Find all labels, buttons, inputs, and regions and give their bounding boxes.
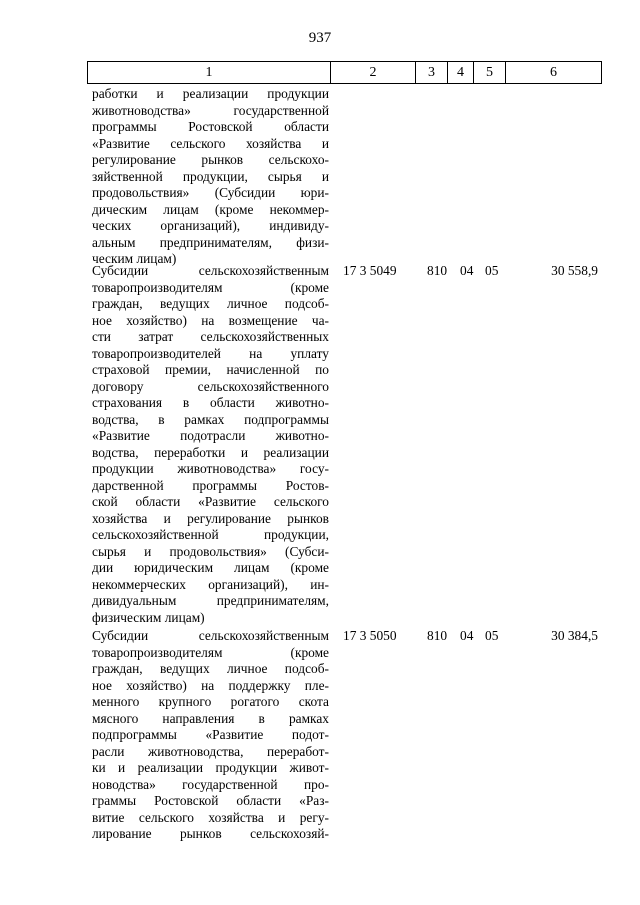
desc-line: Субсидии сельскохозяйственным bbox=[92, 263, 329, 278]
header-col-3: 3 bbox=[416, 62, 448, 84]
desc-line: Субсидии сельскохозяйственным bbox=[92, 628, 329, 643]
desc-line: ческим лицам) bbox=[92, 251, 177, 266]
row-code: 17 3 5050 bbox=[343, 628, 397, 643]
desc-line: хозяйства и регулирование рынков bbox=[92, 510, 329, 526]
desc-line: мясного направления в рамках bbox=[92, 710, 329, 726]
desc-line: ческих организаций), индивиду- bbox=[92, 218, 329, 233]
row-code: 17 3 5049 bbox=[343, 263, 397, 278]
desc-line: ное хозяйство) на возмещение ча- bbox=[92, 312, 329, 328]
desc-line: «Развитие сельского хозяйства и bbox=[92, 135, 329, 151]
desc-line: ное хозяйство) на поддержку пле- bbox=[92, 677, 329, 693]
desc-line: ской области «Развитие сельского bbox=[92, 494, 329, 509]
row-col-3: 810 bbox=[427, 263, 448, 278]
desc-line: страховой премии, начисленной по bbox=[92, 362, 329, 377]
row-amount: 30 558,9 bbox=[551, 263, 598, 278]
desc-line: лирование рынков сельскохозяй- bbox=[92, 826, 329, 841]
desc-line: продовольствия» (Субсидии юри- bbox=[92, 185, 329, 200]
table-header bbox=[87, 61, 602, 84]
desc-line: программы Ростовской области bbox=[92, 119, 329, 134]
header-col-6: 6 bbox=[506, 62, 602, 84]
desc-line: водства, переработки и реализации bbox=[92, 444, 329, 460]
desc-line: граммы Ростовской области «Раз- bbox=[92, 793, 329, 808]
desc-line: новодства» государственной про- bbox=[92, 776, 329, 792]
desc-line: сти затрат сельскохозяйственных bbox=[92, 329, 329, 344]
desc-line: граждан, ведущих личное подсоб- bbox=[92, 661, 329, 676]
desc-line: животноводства» государственной bbox=[92, 102, 329, 118]
row-col-5: 05 bbox=[485, 263, 499, 278]
desc-line: товаропроизводителям (кроме bbox=[92, 644, 329, 660]
desc-line: страхования в области животно- bbox=[92, 395, 329, 410]
desc-line: витие сельского хозяйства и регу- bbox=[92, 809, 329, 825]
row-col-5: 05 bbox=[485, 628, 499, 643]
desc-line: сельскохозяйственной продукции, bbox=[92, 527, 329, 542]
header-row bbox=[88, 62, 602, 84]
desc-line: «Развитие подотрасли животно- bbox=[92, 428, 329, 443]
desc-line: товаропроизводителей на уплату bbox=[92, 345, 329, 361]
header-col-4: 4 bbox=[448, 62, 474, 84]
desc-line: сырья и продовольствия» (Субси- bbox=[92, 543, 329, 559]
desc-line: некоммерческих организаций), ин- bbox=[92, 576, 329, 592]
row-description bbox=[92, 628, 329, 843]
desc-line: водства, в рамках подпрограммы bbox=[92, 411, 329, 427]
desc-line: альным предпринимателям, физи- bbox=[92, 234, 329, 250]
desc-line: продукции животноводства» госу- bbox=[92, 461, 329, 476]
row-col-4: 04 bbox=[460, 628, 474, 643]
desc-line: менного крупного рогатого скота bbox=[92, 694, 329, 709]
page-number: 937 bbox=[308, 30, 332, 46]
desc-line: расли животноводства, переработ- bbox=[92, 743, 329, 759]
row-col-4: 04 bbox=[460, 263, 474, 278]
desc-line: дии юридическим лицам (кроме bbox=[92, 560, 329, 575]
desc-line: дарственной программы Ростов- bbox=[92, 477, 329, 493]
desc-line: договору сельскохозяйственного bbox=[92, 378, 329, 394]
row-col-3: 810 bbox=[427, 628, 448, 643]
row-description bbox=[92, 86, 329, 268]
desc-line: дивидуальным предпринимателям, bbox=[92, 593, 329, 608]
desc-line: дическим лицам (кроме некоммер- bbox=[92, 201, 329, 217]
row-description bbox=[92, 263, 329, 626]
header-col-2: 2 bbox=[331, 62, 416, 84]
desc-line: подпрограммы «Развитие подот- bbox=[92, 727, 329, 742]
desc-line: зяйственной продукции, сырья и bbox=[92, 168, 329, 184]
header-col-1: 1 bbox=[88, 62, 331, 84]
desc-line: граждан, ведущих личное подсоб- bbox=[92, 296, 329, 311]
desc-line: физическим лицам) bbox=[92, 609, 205, 625]
desc-line: товаропроизводителям (кроме bbox=[92, 279, 329, 295]
row-amount: 30 384,5 bbox=[551, 628, 598, 643]
desc-line: ки и реализации продукции живот- bbox=[92, 760, 329, 775]
desc-line: регулирование рынков сельскохо- bbox=[92, 152, 329, 167]
header-col-5: 5 bbox=[474, 62, 506, 84]
desc-line: работки и реализации продукции bbox=[92, 86, 329, 101]
